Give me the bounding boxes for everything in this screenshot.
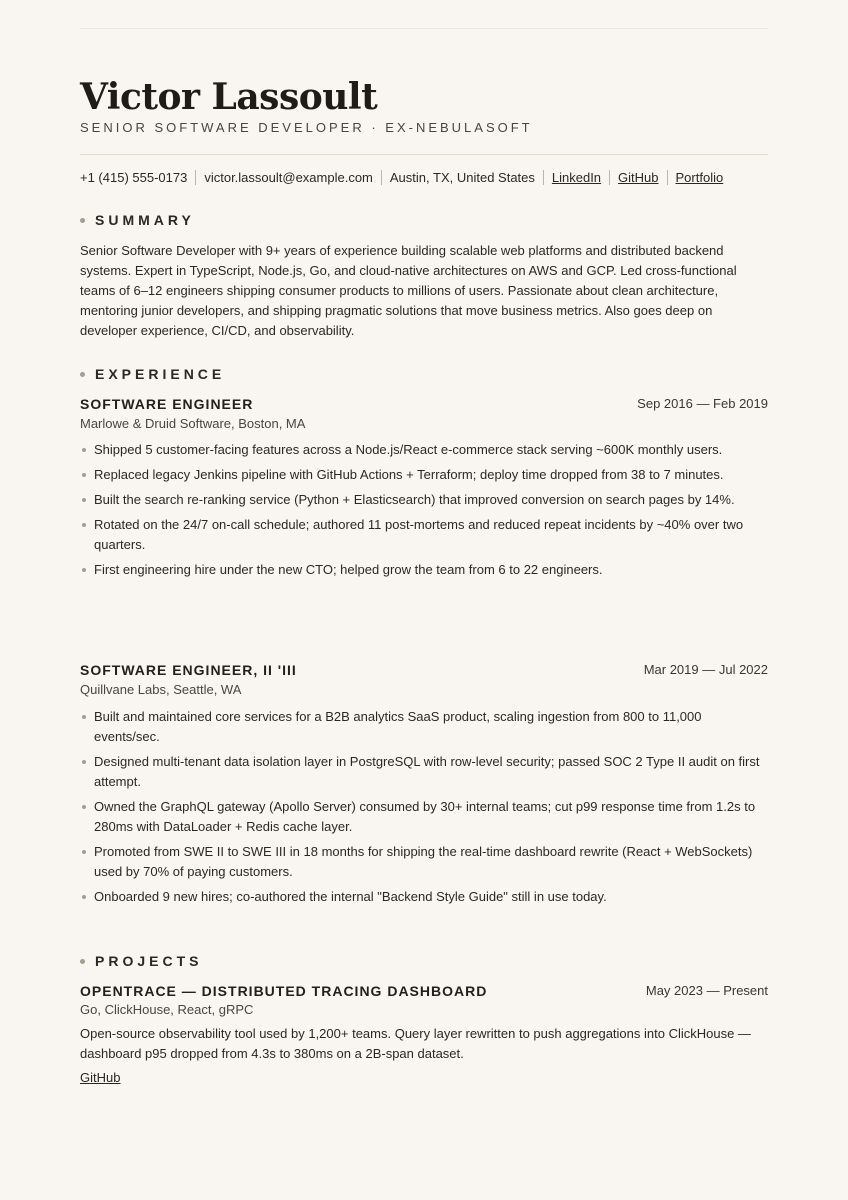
contact-separator — [381, 170, 382, 185]
bullet-dot-icon — [82, 760, 86, 764]
summary-heading — [80, 212, 195, 228]
job-company: Marlowe & Druid Software, Boston, MA — [80, 416, 306, 431]
github-link[interactable]: GitHub — [618, 170, 659, 185]
contact-separator — [609, 170, 610, 185]
linkedin-link[interactable]: LinkedIn — [551, 170, 602, 185]
bullet-dot-icon — [82, 568, 86, 572]
bullet-dot-icon — [80, 372, 85, 377]
list-item: Owned the GraphQL gateway (Apollo Server) consumed by 30+ internal teams; cut p99 response time from 1.2s to 280ms with DataLoader + Redis cache layer. — [80, 797, 770, 837]
project-title: OPENTRACE — DISTRIBUTED TRACING DASHBOARD — [80, 983, 488, 999]
job-title: SOFTWARE ENGINEER, II 'III — [80, 662, 297, 678]
bullet-dot-icon — [82, 895, 86, 899]
contact-bar — [80, 170, 768, 185]
portfolio-link[interactable]: Portfolio — [675, 170, 724, 185]
bullet-dot-icon — [82, 805, 86, 809]
list-item: Promoted from SWE II to SWE III in 18 months for shipping the real-time dashboard rewrite (React + WebSockets) used by 70% of paying customers. — [80, 842, 770, 882]
bullet-dot-icon — [82, 850, 86, 854]
projects-heading-label: PROJECTS — [95, 953, 203, 969]
list-item: Shipped 5 customer-facing features across a Node.js/React e-commerce stack serving ~600K monthly users. — [80, 440, 770, 460]
contact-separator — [667, 170, 668, 185]
contact-divider — [80, 154, 768, 155]
bullet-dot-icon — [80, 959, 85, 964]
contact-separator — [543, 170, 544, 185]
job-company: Quillvane Labs, Seattle, WA — [80, 682, 242, 697]
list-item: Built and maintained core services for a B2B analytics SaaS product, scaling ingestion from 800 to 11,000 events/sec. — [80, 707, 770, 747]
top-divider — [80, 28, 768, 29]
job-dates: Sep 2016 — Feb 2019 — [637, 396, 768, 411]
project-description: Open-source observability tool used by 1,200+ teams. Query layer rewritten to push aggregations into ClickHouse — dashboard p95 dropped from 4.3s to 380ms on a 2B-span dataset. — [80, 1026, 751, 1061]
bullet-dot-icon — [82, 498, 86, 502]
job-bullets — [80, 707, 770, 912]
project-stack: Go, ClickHouse, React, gRPC — [80, 1002, 254, 1017]
job-bullets — [80, 440, 770, 585]
project-dates: May 2023 — Present — [645, 983, 768, 998]
contact-location: Austin, TX, United States — [389, 170, 535, 185]
bullet-dot-icon — [82, 448, 86, 452]
bullet-dot-icon — [82, 523, 86, 527]
summary-heading-label: SUMMARY — [95, 212, 195, 228]
experience-heading-label: EXPERIENCE — [95, 366, 226, 382]
list-item: Replaced legacy Jenkins pipeline with GitHub Actions + Terraform; deploy time dropped from 38 to 7 minutes. — [80, 465, 770, 485]
candidate-headline: SENIOR SOFTWARE DEVELOPER · EX-NEBULASOFT — [80, 120, 533, 135]
list-item: Rotated on the 24/7 on-call schedule; authored 11 post-mortems and reduced repeat incidents by ~40% over two quarters. — [80, 515, 770, 555]
candidate-name: Victor Lassoult — [80, 76, 378, 118]
bullet-dot-icon — [82, 473, 86, 477]
list-item: First engineering hire under the new CTO; helped grow the team from 6 to 22 engineers. — [80, 560, 770, 580]
job-dates: Mar 2019 — Jul 2022 — [643, 662, 768, 677]
summary-text: Senior Software Developer with 9+ years of experience building scalable web platforms and distributed backend systems. Expert in TypeScript, Node.js, Go, and cloud-native architectures on AWS and GCP. Led cross-functional teams of 6–12 engineers shipping consumer products to millions of users. Passionate about clean architecture, mentoring junior developers, and shipping pragmatic solutions that move business metrics. Also goes deep on developer experience, CI/CD, and observability. — [80, 243, 737, 338]
bullet-dot-icon — [82, 715, 86, 719]
project-github-link[interactable]: GitHub — [80, 1070, 121, 1085]
list-item: Onboarded 9 new hires; co-authored the internal "Backend Style Guide" still in use today. — [80, 887, 770, 907]
contact-email[interactable]: victor.lassoult@example.com — [204, 170, 373, 185]
projects-heading — [80, 953, 202, 969]
bullet-dot-icon — [80, 218, 85, 223]
list-item: Designed multi-tenant data isolation layer in PostgreSQL with row-level security; passed SOC 2 Type II audit on first attempt. — [80, 752, 770, 792]
contact-phone[interactable]: +1 (415) 555-0173 — [80, 170, 188, 185]
experience-heading — [80, 366, 225, 382]
list-item: Built the search re-ranking service (Python + Elasticsearch) that improved conversion on search pages by 14%. — [80, 490, 770, 510]
contact-separator — [195, 170, 196, 185]
job-title: SOFTWARE ENGINEER — [80, 396, 254, 412]
